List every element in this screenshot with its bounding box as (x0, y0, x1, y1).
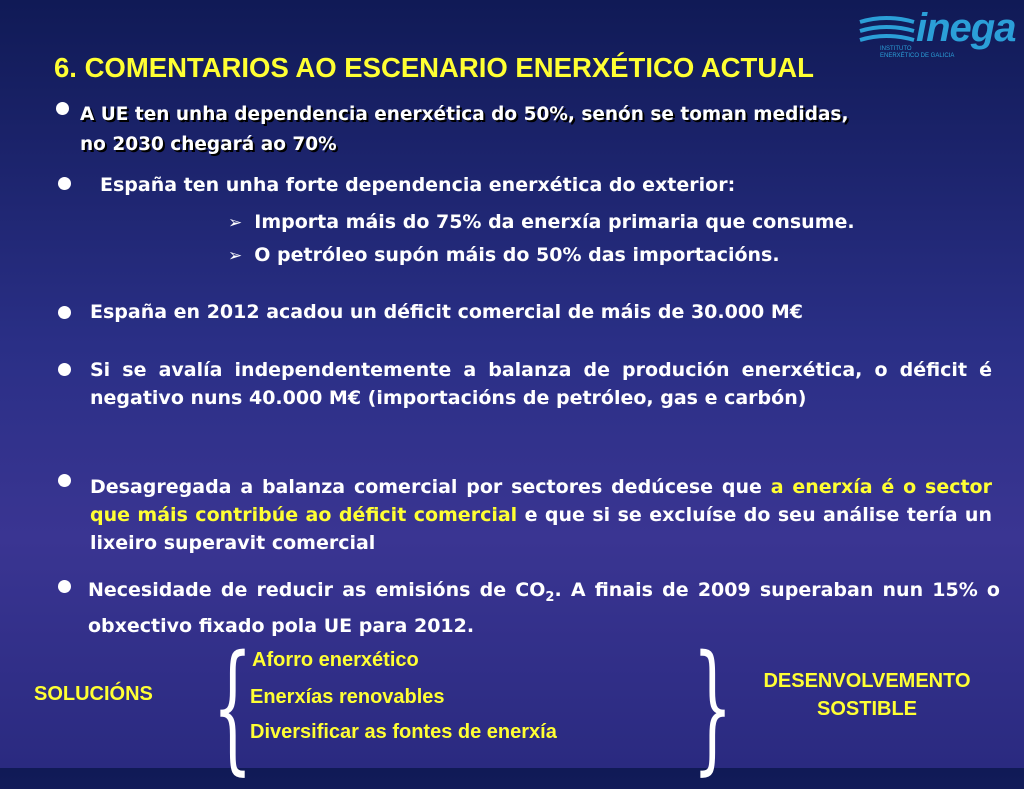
logo-wordmark: inega (916, 6, 1016, 50)
bullet-spain-dependency: España ten unha forte dependencia enerxética do exterior: (100, 174, 736, 196)
sub-bullet-imports: ➢ Importa máis do 75% da enerxía primaria que consume. (228, 208, 855, 237)
bullet-icon (58, 363, 71, 376)
bullet-icon (56, 102, 69, 115)
bullet-icon (58, 580, 71, 593)
highlight-energy-sector: a enerxía é o sector que máis contribúe ao déficit comercial (90, 476, 992, 526)
sub-bullet-petroleum: ➢ O petróleo supón máis do 50% das importacións. (228, 241, 780, 270)
logo-subtitle: INSTITUTO ENERXÉTICO DE GALICIA (880, 46, 955, 59)
page-title: 6. COMENTARIOS AO ESCENARIO ENERXÉTICO ACTUAL (54, 52, 814, 83)
bullet-trade-deficit: España en 2012 acadou un déficit comercial de máis de 30.000 M€ (90, 301, 804, 323)
bullet-ue-dependency: A UE ten unha dependencia enerxética do 50%, senón se toman medidas, no 2030 chegará ao 70% (80, 104, 849, 155)
right-brace: } (692, 626, 733, 789)
solution-item: Diversificar as fontes de enerxía (250, 721, 557, 743)
bullet-icon (58, 306, 71, 319)
bullet-icon (58, 474, 71, 487)
bullet-energy-balance: Si se avalía independentemente a balanza de produción enerxética, o déficit é negativo nuns 40.000 M€ (importacións de petróleo, gas e carbón) (90, 359, 992, 409)
left-brace: { (212, 626, 253, 789)
bullet-sector-analysis: Desagregada a balanza comercial por sectores dedúcese que a enerxía é o sector que máis contribúe ao déficit comercial e que si se excluíse do seu análise tería un lixeiro superavit comercial (90, 476, 992, 554)
arrow-right-icon: ➢ (228, 246, 243, 266)
solution-item: Aforro enerxético (252, 649, 419, 671)
arrow-right-icon: ➢ (228, 213, 243, 233)
sustainable-development-goal: DESENVOLVEMENTO SOSTIBLE (763, 670, 971, 720)
bullet-co2-emissions: Necesidade de reducir as emisións de $CO_2$. A finais de 2009 superaban nun 15% o obxectivo fixado pola UE para 2012. (88, 579, 1000, 637)
solution-item: Enerxías renovables (250, 686, 445, 708)
bullet-icon (58, 177, 71, 190)
solutions-label: SOLUCIÓNS (34, 683, 153, 705)
inega-logo (856, 6, 1016, 64)
